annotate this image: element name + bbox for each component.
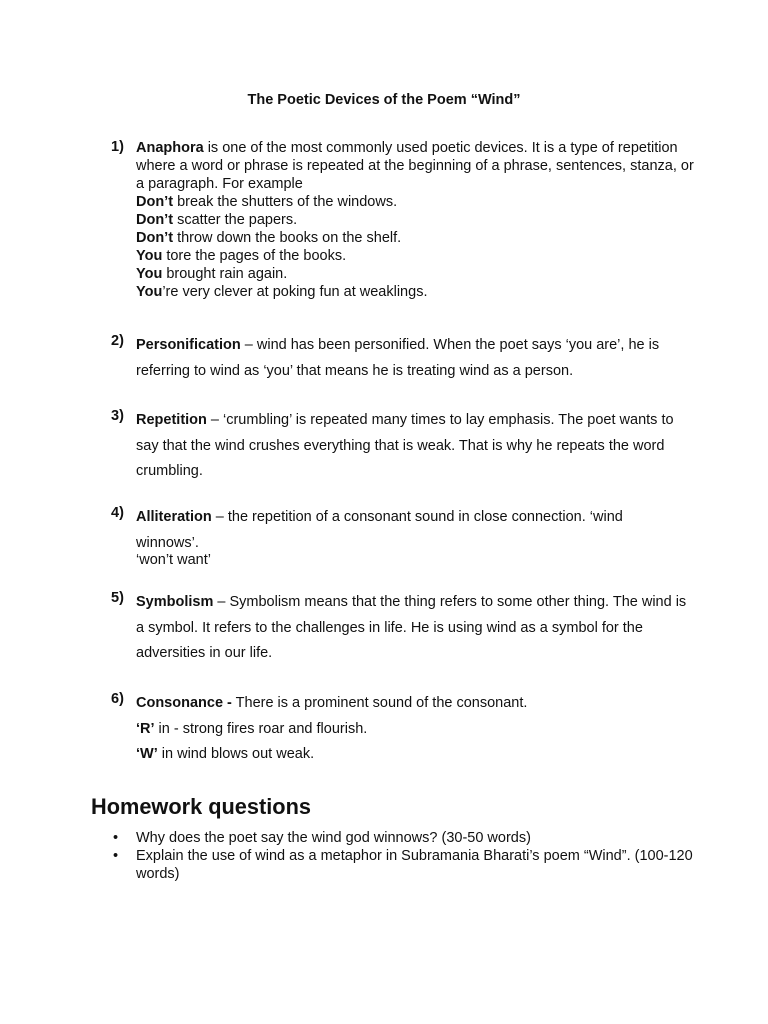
item-number: 3) [111, 408, 124, 424]
example-text: break the shutters of the windows. [173, 194, 398, 210]
device-explanation: – the repetition of a consonant sound in close connection. ‘wind winnows’. [136, 509, 623, 551]
example-line [136, 717, 696, 743]
example-line [136, 211, 696, 229]
example-line [136, 742, 696, 768]
item-body [136, 408, 696, 485]
example-keyword: You [136, 284, 163, 300]
item-number: 1) [111, 139, 124, 155]
example-keyword: ‘W’ [136, 746, 158, 762]
item-body [136, 691, 696, 768]
question-text: Explain the use of wind as a metaphor in Subramania Bharati’s poem “Wind”. (100-120 words) [136, 848, 693, 882]
device-explanation: – ‘crumbling’ is repeated many times to lay emphasis. The poet wants to say that the wind crushes everything that is weak. That is why he repeats the word crumbling. [136, 412, 674, 479]
item-body [136, 333, 696, 384]
example-line: ‘won’t want’ [136, 552, 211, 568]
device-explanation: There is a prominent sound of the consonant. [231, 695, 528, 711]
example-keyword: ‘R’ [136, 720, 155, 737]
bullet-icon: • [113, 848, 119, 864]
example-text: in - strong fires roar and flourish. [154, 720, 368, 737]
item-body [136, 505, 696, 569]
item-description [136, 505, 656, 556]
device-explanation: – Symbolism means that the thing refers to some other thing. The wind is a symbol. It refers to the challenges in life. He is using wind as a symbol for the adversities in our life. [136, 594, 687, 661]
example-line [136, 247, 696, 265]
device-term: Repetition [136, 412, 207, 428]
item-body [136, 139, 696, 301]
device-explanation: – wind has been personified. When the poet says ‘you are’, he is referring to wind as ‘you’ that means he is treating wind as a person. [136, 337, 660, 379]
example-keyword: Don’t [136, 194, 174, 210]
homework-list [112, 829, 702, 883]
example-text: throw down the books on the shelf. [173, 230, 402, 246]
example-keyword: You [136, 248, 163, 264]
homework-heading: Homework questions [91, 794, 311, 819]
item-body [136, 590, 696, 667]
item-description [136, 691, 696, 717]
page-title: The Poetic Devices of the Poem “Wind” [247, 92, 521, 108]
example-line [136, 193, 696, 211]
homework-question [112, 829, 702, 847]
device-term: Anaphora [136, 140, 204, 156]
item-number: 4) [111, 505, 124, 521]
device-term: Alliteration [136, 509, 212, 525]
item-description [136, 139, 696, 193]
device-explanation: is one of the most commonly used poetic devices. It is a type of repetition where a word or phrase is repeated at the beginning of a phrase, sentences, stanza, or a paragraph. For example [136, 140, 694, 192]
example-text: brought rain again. [162, 266, 288, 282]
example-line [136, 283, 696, 301]
item-number: 2) [111, 333, 124, 349]
item-number: 6) [111, 691, 124, 707]
example-line [136, 265, 696, 283]
homework-question [112, 847, 702, 883]
example-text: scatter the papers. [173, 212, 298, 228]
example-text: tore the pages of the books. [162, 248, 347, 264]
bullet-icon: • [113, 830, 119, 846]
device-term: Symbolism [136, 594, 214, 610]
example-text: in wind blows out weak. [157, 746, 315, 762]
example-keyword: Don’t [136, 212, 174, 228]
example-line [136, 229, 696, 247]
question-text: Why does the poet say the wind god winnows? (30-50 words) [136, 830, 531, 846]
device-term: Personification [136, 337, 241, 353]
item-number: 5) [111, 590, 124, 606]
example-keyword: You [136, 266, 163, 282]
example-keyword: Don’t [136, 230, 174, 246]
device-term: Consonance - [136, 695, 232, 711]
example-text: ’re very clever at poking fun at weaklings. [162, 284, 428, 300]
